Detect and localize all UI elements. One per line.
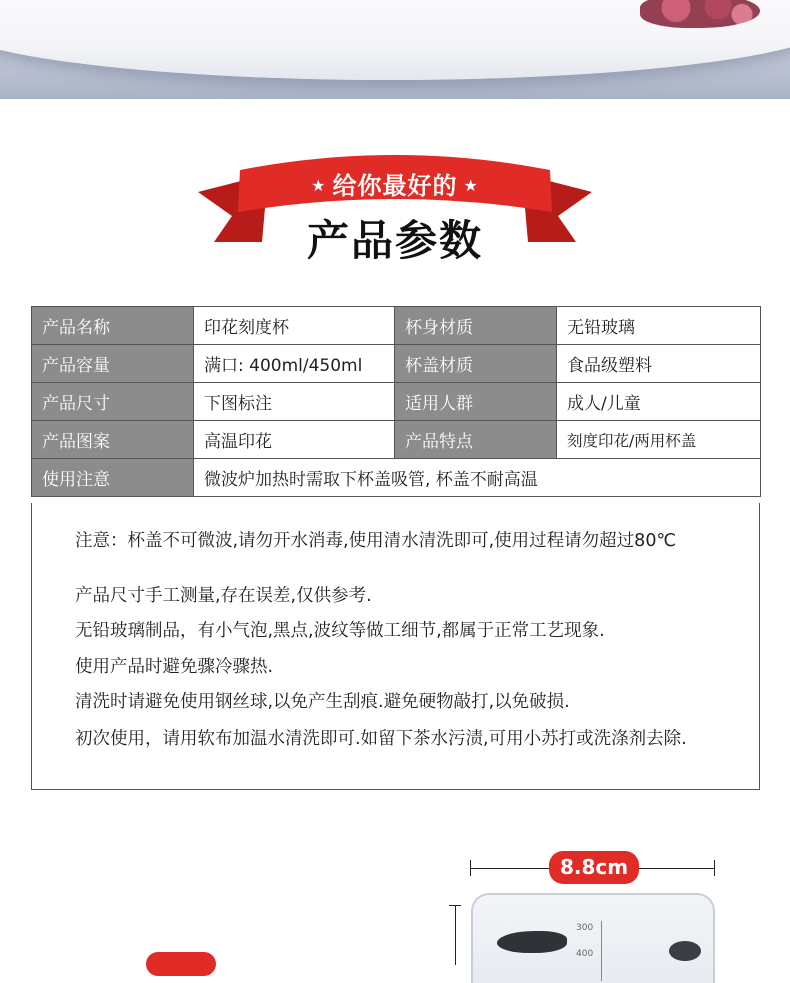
param-value: 食品级塑料 xyxy=(557,345,761,383)
param-key: 适用人群 xyxy=(395,383,557,421)
param-value: 无铅玻璃 xyxy=(557,307,761,345)
param-value: 印花刻度杯 xyxy=(194,307,395,345)
table-row xyxy=(32,383,761,421)
param-value: 刻度印花/两用杯盖 xyxy=(557,421,761,459)
note-item: 注意：杯盖不可微波,请勿开水消毒,使用清水清洗即可,使用过程请勿超过80℃ xyxy=(75,531,677,551)
whale-print xyxy=(497,931,567,953)
note-item: 清洗时请避免使用钢丝球,以免产生刮痕.避免硬物敲打,以免破损. xyxy=(75,692,570,712)
param-key: 杯身材质 xyxy=(395,307,557,345)
star-icon: ★ xyxy=(311,176,327,195)
param-key: 产品容量 xyxy=(32,345,194,383)
banner-title: 产品参数 xyxy=(306,216,483,265)
table-row xyxy=(32,345,761,383)
param-key: 产品尺寸 xyxy=(32,383,194,421)
scale-label: 300 xyxy=(576,923,594,933)
note-item: 无铅玻璃制品，有小气泡,黑点,波纹等做工细节,都属于正常工艺现象. xyxy=(75,621,605,641)
table-row xyxy=(32,307,761,345)
banner-subtitle xyxy=(0,166,790,201)
scale-label: 400 xyxy=(576,949,594,959)
banner-subtitle-text: 给你最好的 xyxy=(332,172,458,200)
star-icon: ★ xyxy=(463,176,479,195)
param-key: 产品名称 xyxy=(32,307,194,345)
param-key: 产品特点 xyxy=(395,421,557,459)
usage-value: 微波炉加热时需取下杯盖吸管, 杯盖不耐高温 xyxy=(194,459,761,497)
table-row xyxy=(32,421,761,459)
param-key: 产品图案 xyxy=(32,421,194,459)
measure-scale xyxy=(576,921,618,981)
param-key: 杯盖材质 xyxy=(395,345,557,383)
top-product-photo xyxy=(0,0,790,99)
param-value: 满口: 400ml/450ml xyxy=(194,345,395,383)
usage-notes xyxy=(31,503,760,790)
glass-cup-image xyxy=(471,893,715,983)
note-item: 产品尺寸手工测量,存在误差,仅供参考. xyxy=(75,586,372,606)
usage-key: 使用注意 xyxy=(32,459,194,497)
note-item: 初次使用，请用软布加温水清洗即可.如留下茶水污渍,可用小苏打或洗涤剂去除. xyxy=(75,729,687,749)
note-item: 使用产品时避免骤冷骤热. xyxy=(75,657,274,677)
param-value: 高温印花 xyxy=(194,421,395,459)
table-row xyxy=(32,459,761,497)
height-dimension-line xyxy=(455,905,456,965)
section-banner xyxy=(0,150,790,270)
product-parameter-table xyxy=(31,306,761,497)
param-value: 成人/儿童 xyxy=(557,383,761,421)
param-value: 下图标注 xyxy=(194,383,395,421)
height-dimension-tick xyxy=(449,905,461,906)
height-badge xyxy=(146,952,216,976)
width-badge: 8.8cm xyxy=(549,851,639,884)
whale-print xyxy=(669,941,701,961)
